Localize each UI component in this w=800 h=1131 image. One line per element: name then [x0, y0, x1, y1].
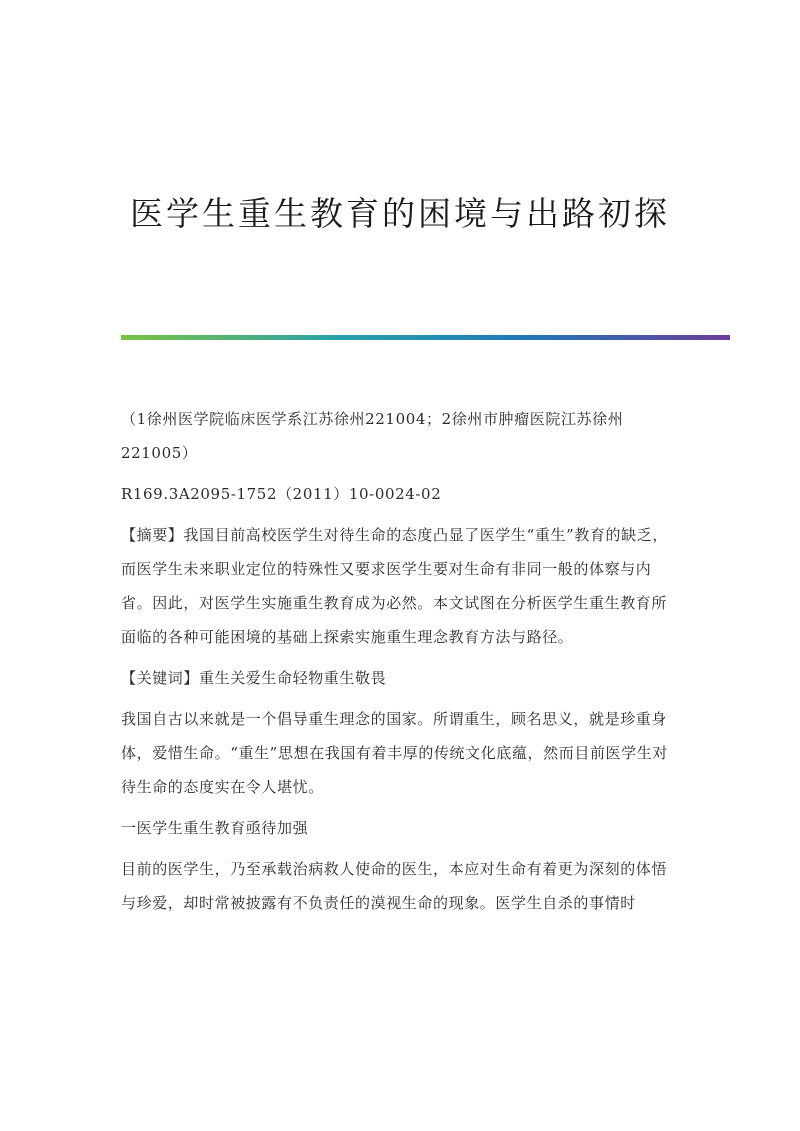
document-body — [121, 402, 681, 927]
keywords-line: 【关键词】重生关爱生命轻物重生敬畏 — [121, 669, 387, 687]
abstract-paragraph: 【摘要】我国目前高校医学生对待生命的态度凸显了医学生“重生”教育的缺乏，而医学生未来职业定位的特殊性又要求医学生要对生命有非同一般的体察与内省。因此，对医学生实施重生教育成为必然。本文试图在分析医学生重生教育所面临的各种可能困境的基础上探索实施重生理念教育方法与路径。 — [121, 526, 668, 646]
body-paragraph-1: 我国自古以来就是一个倡导重生理念的国家。所谓重生，顾名思义，就是珍重身体，爱惜生命。“重生”思想在我国有着丰厚的传统文化底蕴，然而目前医学生对待生命的态度实在令人堪忧。 — [121, 710, 668, 796]
body-paragraph-2: 目前的医学生，乃至承载治病救人使命的医生，本应对生命有着更为深刻的体悟与珍爱，却时常被披露有不负责任的漠视生命的现象。医学生自杀的事情时 — [121, 860, 668, 912]
classification-code: R169.3A2095-1752（2011）10-0024-02 — [121, 485, 442, 503]
section-heading-1: 一医学生重生教育亟待加强 — [121, 819, 309, 837]
document-title: 医学生重生教育的困境与出路初探 — [130, 194, 670, 233]
title-divider — [121, 335, 730, 340]
affiliation-text: （1徐州医学院临床医学系江苏徐州221004；2徐州市肿瘤医院江苏徐州221005） — [121, 410, 624, 462]
